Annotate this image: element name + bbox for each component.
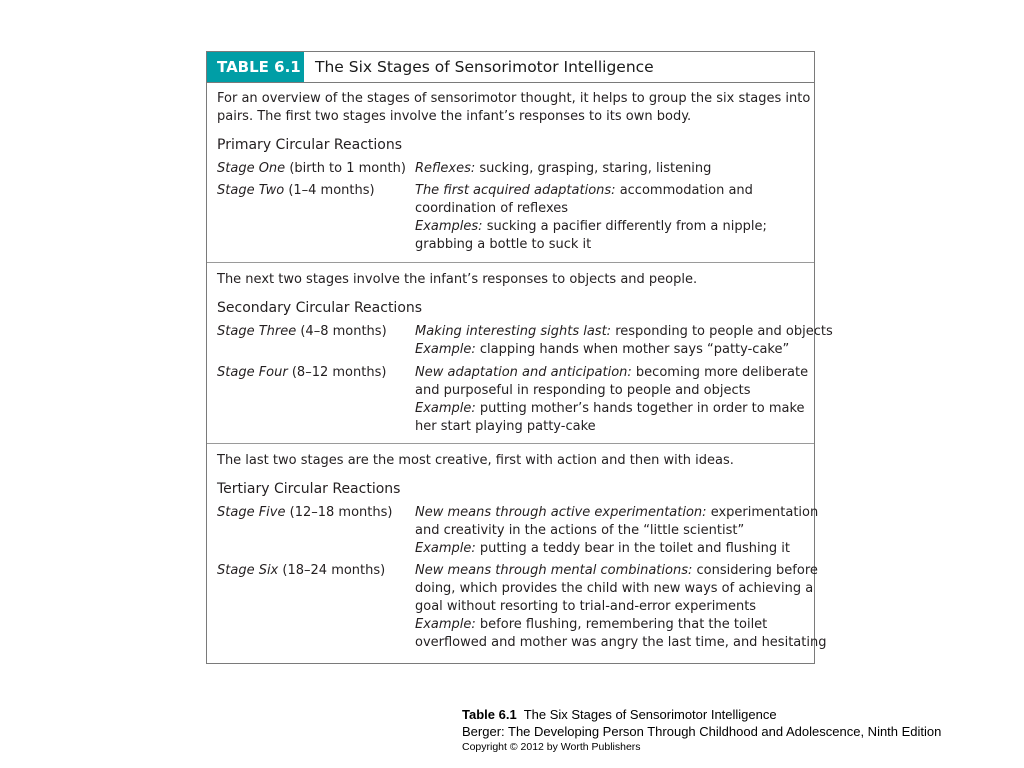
section-primary	[207, 83, 814, 263]
stage-label	[217, 364, 386, 382]
desc-text: clapping hands when mother says “patty-cake”	[475, 342, 790, 357]
stage-desc-line	[415, 598, 756, 616]
desc-text: responding to people and objects	[611, 324, 833, 339]
stage-desc-line	[415, 616, 767, 634]
stage-label	[217, 160, 406, 178]
stage-desc-line	[415, 634, 826, 652]
desc-text: becoming more deliberate	[631, 365, 809, 380]
stage-desc-line	[415, 323, 833, 341]
stage-name: Stage Two	[217, 183, 285, 198]
stage-range: (18–24 months)	[282, 563, 386, 578]
stage-desc-line	[415, 182, 753, 200]
stage-desc-line	[415, 580, 813, 598]
stage-desc-line	[415, 562, 818, 580]
desc-text: sucking, grasping, staring, listening	[475, 161, 712, 176]
desc-em: Making interesting sights last:	[415, 324, 612, 339]
stage-range: (4–8 months)	[300, 324, 387, 339]
desc-em: Example:	[415, 342, 476, 357]
desc-em: The first acquired adaptations:	[415, 183, 616, 198]
desc-em: Example:	[415, 401, 476, 416]
stage-desc-line	[415, 540, 790, 558]
desc-text: doing, which provides the child with new ways of achieving a	[415, 581, 814, 596]
stage-desc-line	[415, 364, 808, 382]
caption-label: Table 6.1	[462, 707, 517, 722]
stage-name: Stage Six	[217, 563, 279, 578]
stage-range: (1–4 months)	[288, 183, 375, 198]
desc-text: considering before	[692, 563, 818, 578]
stage-name: Stage Five	[217, 505, 286, 520]
desc-text: her start playing patty-cake	[415, 419, 596, 434]
section-secondary	[207, 263, 833, 444]
desc-em: Reflexes:	[415, 161, 476, 176]
stage-desc-line	[415, 418, 596, 436]
desc-em: Examples:	[415, 219, 483, 234]
stage-label	[217, 323, 387, 341]
stage-label	[217, 562, 385, 580]
stage-label	[217, 504, 392, 522]
desc-em: Example:	[415, 617, 476, 632]
section-intro-line: For an overview of the stages of sensorimotor thought, it helps to group the six stages into	[217, 91, 811, 106]
desc-em: Example:	[415, 541, 476, 556]
desc-text: coordination of reflexes	[415, 201, 569, 216]
stage-range: (birth to 1 month)	[289, 161, 406, 176]
section-intro-line: The last two stages are the most creative, first with action and then with ideas.	[217, 453, 734, 468]
section-heading: Primary Circular Reactions	[217, 137, 403, 153]
stage-desc-line	[415, 382, 751, 400]
stage-desc-line	[415, 400, 805, 418]
desc-text: grabbing a bottle to suck it	[415, 237, 592, 252]
section-tertiary	[207, 444, 827, 663]
desc-text: goal without resorting to trial-and-error experiments	[415, 599, 757, 614]
desc-text: experimentation	[706, 505, 819, 520]
desc-text: overflowed and mother was angry the last time, and hesitating	[415, 635, 827, 650]
stage-desc-line	[415, 160, 711, 178]
caption-copyright: Copyright © 2012 by Worth Publishers	[462, 741, 641, 753]
stage-desc-line	[415, 236, 591, 254]
section-intro-line: pairs. The first two stages involve the infant’s responses to its own body.	[217, 109, 692, 124]
desc-text: putting a teddy bear in the toilet and flushing it	[475, 541, 790, 556]
desc-text: sucking a pacifier differently from a nipple;	[482, 219, 767, 234]
table-title: The Six Stages of Sensorimotor Intelligence	[315, 58, 654, 76]
desc-text: and purposeful in responding to people and objects	[415, 383, 751, 398]
stage-desc-line	[415, 218, 767, 236]
stage-desc-line	[415, 522, 744, 540]
desc-em: New means through active experimentation:	[415, 505, 707, 520]
desc-text: before flushing, remembering that the toilet	[475, 617, 768, 632]
desc-text: putting mother’s hands together in order to make	[475, 401, 805, 416]
stage-label	[217, 182, 375, 200]
caption-title-text: The Six Stages of Sensorimotor Intelligence	[523, 707, 777, 722]
stage-desc-line	[415, 200, 568, 218]
desc-text: and creativity in the actions of the “little scientist”	[415, 523, 745, 538]
desc-em: New adaptation and anticipation:	[415, 365, 632, 380]
stage-desc-line	[415, 341, 789, 359]
section-heading: Tertiary Circular Reactions	[217, 481, 401, 497]
caption-source: Berger: The Developing Person Through Childhood and Adolescence, Ninth Edition	[462, 724, 942, 739]
caption-title	[462, 706, 941, 723]
section-heading: Secondary Circular Reactions	[217, 300, 423, 316]
stage-desc-line	[415, 504, 818, 522]
desc-em: New means through mental combinations:	[415, 563, 693, 578]
stage-range: (12–18 months)	[289, 505, 393, 520]
stage-range: (8–12 months)	[291, 365, 387, 380]
stage-name: Stage Three	[217, 324, 297, 339]
stage-name: Stage One	[217, 161, 286, 176]
desc-text: accommodation and	[615, 183, 753, 198]
slide-caption	[462, 706, 941, 754]
section-intro-line: The next two stages involve the infant’s responses to objects and people.	[217, 272, 698, 287]
table-label: TABLE 6.1	[207, 52, 304, 82]
table-6-1	[206, 51, 833, 664]
stage-name: Stage Four	[217, 365, 288, 380]
table-header	[207, 52, 814, 83]
